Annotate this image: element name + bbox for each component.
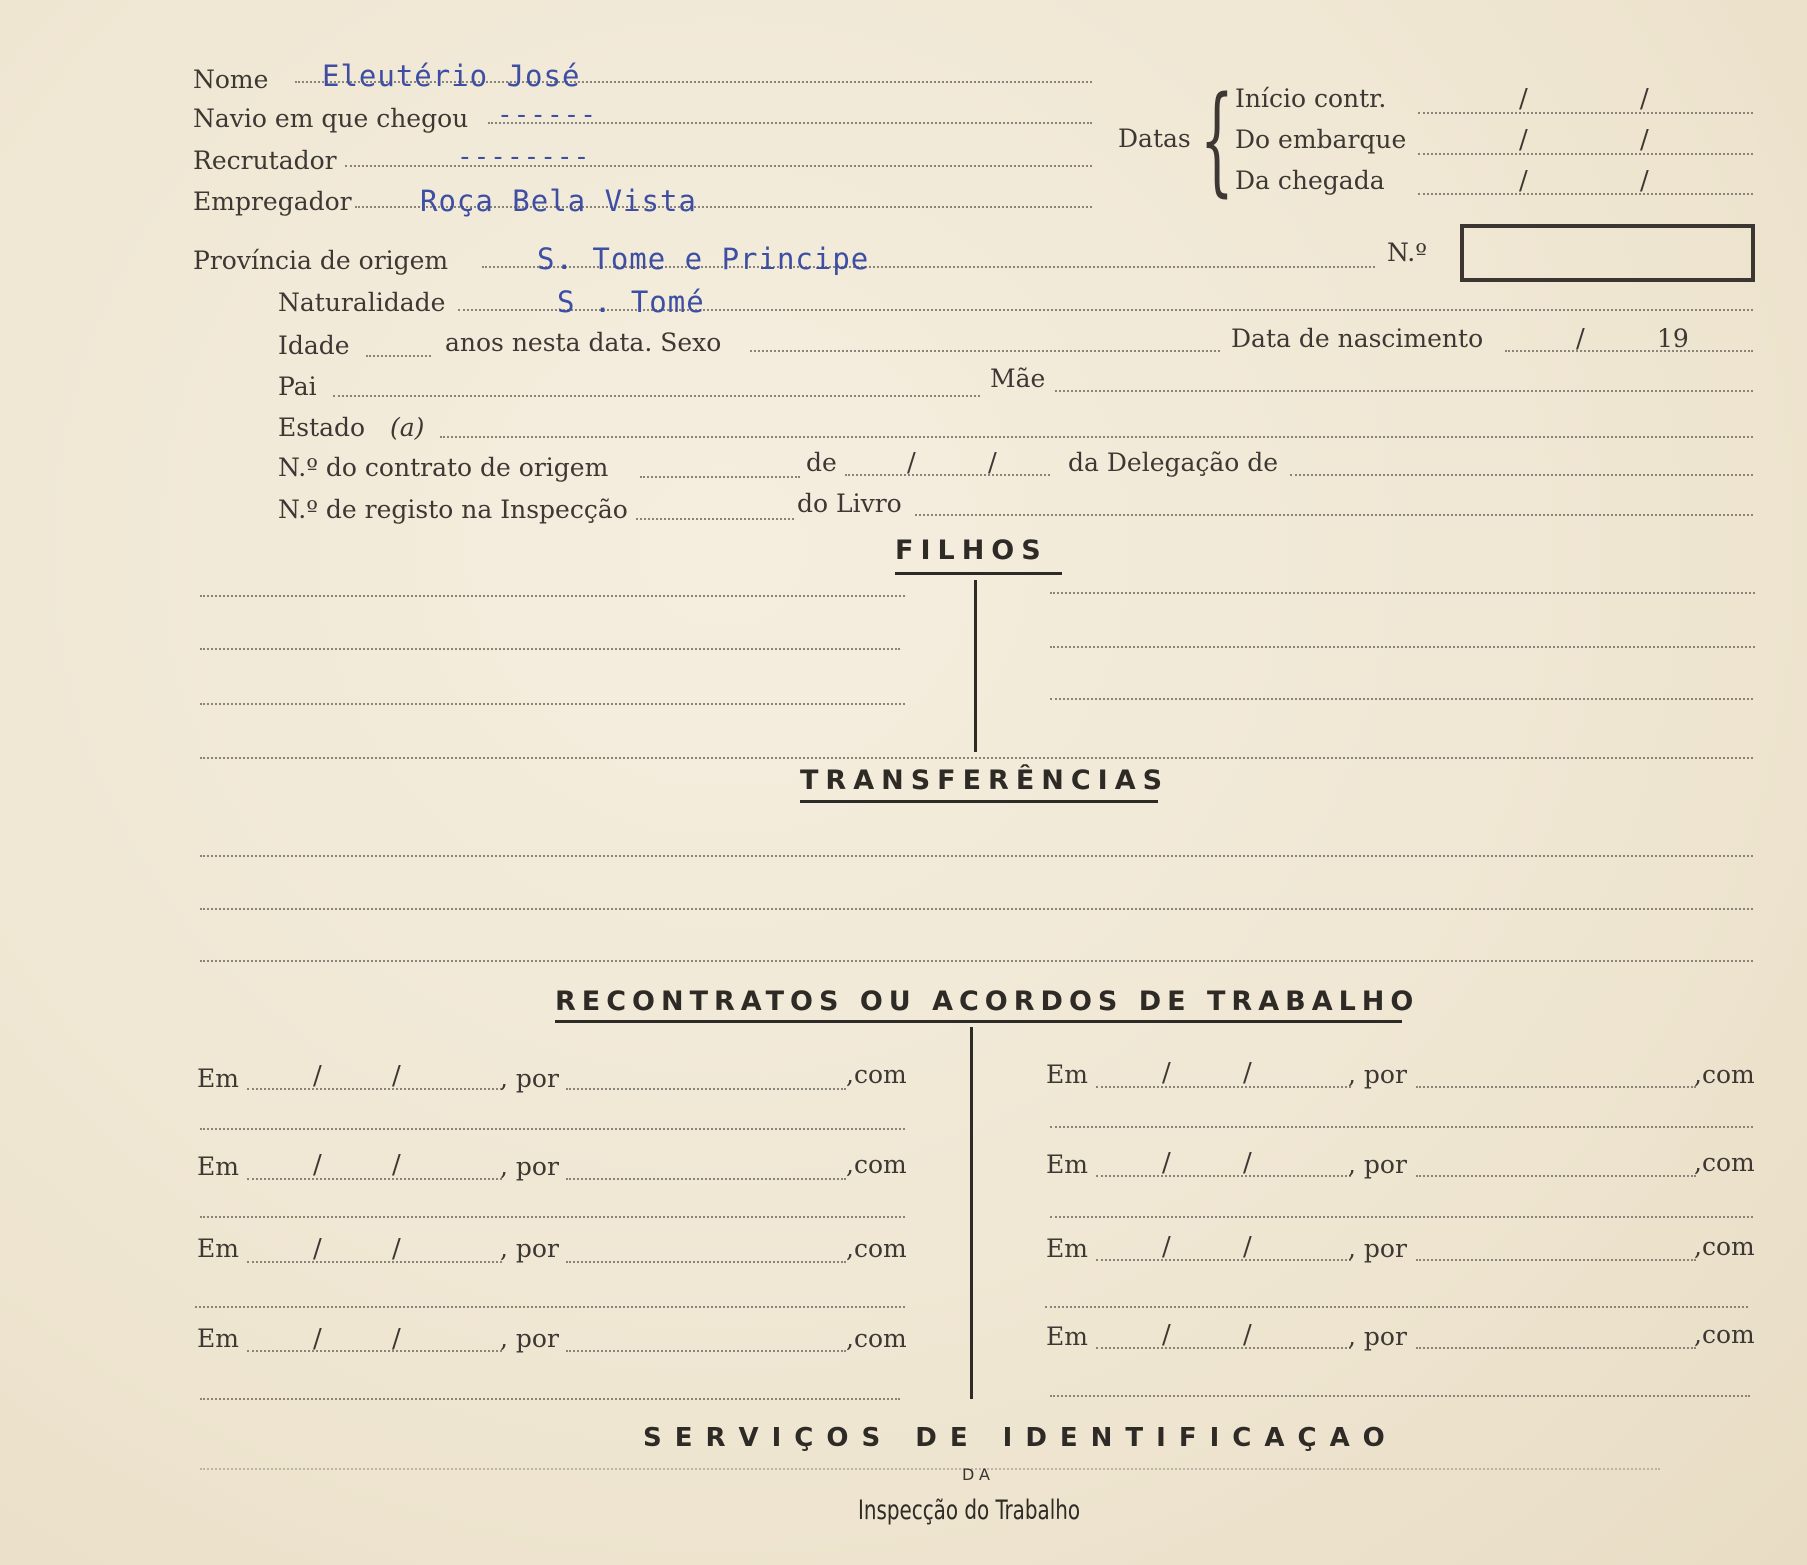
recontrato-left-4-com: ,com [846,1324,907,1353]
pai-label: Pai [278,372,317,401]
nome-value: Eleutério José [322,59,581,93]
recontrato-left-3-slash-1: / [313,1234,322,1264]
anos-sexo-label: anos nesta data. Sexo [445,328,722,357]
recontrato-left-1-date-line [247,1088,502,1090]
embarque-slash-1: / [1519,125,1528,155]
recontrato-right-2-line [1050,1216,1753,1218]
nascimento-line [1505,350,1753,352]
filhos-right-line-2 [1050,646,1755,648]
pai-line [333,395,980,397]
recontrato-right-4-date-line [1096,1347,1351,1349]
estado-line [440,436,1753,438]
estado-note: (a) [390,413,425,442]
delegacao-line [1290,474,1753,476]
contrato-de: de [806,448,837,477]
recontrato-right-3-por-line [1416,1259,1696,1261]
recontrato-right-1-slash-2: / [1243,1058,1252,1088]
recontrato-left-1-slash-2: / [392,1061,401,1091]
chegada-slash-1: / [1519,166,1528,196]
recontrato-left-1-line [200,1128,905,1130]
contrato-date-line [845,474,1050,476]
recontrato-left-4-por-line [566,1350,846,1352]
embarque-label: Do embarque [1235,125,1407,154]
footer-title: SERVIÇOS DE IDENTIFICAÇAO [643,1423,1398,1453]
mae-line [1055,390,1753,392]
sexo-line [750,350,1220,352]
recontrato-left-1-slash-1: / [313,1061,322,1091]
recontrato-right-1-em: Em [1046,1060,1088,1089]
filhos-underline [895,572,1062,575]
contrato-slash-2: / [988,448,997,478]
filhos-left-line-3 [200,703,905,705]
transferencias-title: TRANSFERÊNCIAS [800,765,1170,796]
recontrato-left-3-por-line [566,1261,846,1263]
inicio-contr-line [1418,112,1753,114]
recontrato-right-1-com: ,com [1694,1060,1755,1089]
recontrato-left-2-line [200,1216,905,1218]
filhos-divider [974,580,977,752]
recontrato-right-2-slash-2: / [1243,1148,1252,1178]
recontrato-right-1-slash-1: / [1162,1058,1171,1088]
naturalidade-label: Naturalidade [278,288,446,317]
recontrato-left-1-por-line [566,1088,846,1090]
recontratos-underline [555,1020,1402,1023]
recontrato-right-4-line [1050,1395,1750,1397]
chegada-label: Da chegada [1235,166,1385,195]
recontrato-left-2-por: , por [500,1152,559,1181]
recontrato-right-4-com: ,com [1694,1320,1755,1349]
recontrato-right-4-slash-1: / [1162,1320,1171,1350]
recontrato-left-2-date-line [247,1178,502,1180]
provincia-value: S. Tome e Principe [537,242,870,276]
recontrato-right-4-slash-2: / [1243,1320,1252,1350]
chegada-line [1418,193,1753,195]
recontrato-right-4-por: , por [1348,1322,1407,1351]
footer-inspeccao: Inspecção do Trabalho [858,1495,1081,1526]
recontrato-left-2-com: ,com [846,1150,907,1179]
chegada-slash-2: / [1640,166,1649,196]
recontrato-right-2-com: ,com [1694,1148,1755,1177]
recontrato-left-1-com: ,com [846,1060,907,1089]
idade-line [366,355,431,357]
filhos-left-line-1 [200,595,905,597]
recontrato-right-2-slash-1: / [1162,1148,1171,1178]
recontrato-left-3-slash-2: / [392,1234,401,1264]
filhos-right-line-1 [1050,592,1755,594]
recontrato-left-2-slash-2: / [392,1150,401,1180]
recontrato-right-2-por-line [1416,1175,1696,1177]
footer-faint-line [200,1468,1660,1470]
recontrato-right-3-slash-2: / [1243,1232,1252,1262]
inicio-contr-slash-1: / [1519,84,1528,114]
footer-da: DA [962,1465,995,1484]
contrato-slash-1: / [907,448,916,478]
recontrato-right-3-por: , por [1348,1234,1407,1263]
idade-label: Idade [278,331,350,360]
recontrato-left-3-com: ,com [846,1234,907,1263]
recontrato-left-4-slash-1: / [313,1324,322,1354]
recrutador-value: -------- [457,142,591,172]
recontrato-right-3-slash-1: / [1162,1232,1171,1262]
transferencias-line-1 [200,855,1753,857]
recontrato-right-3-line [1045,1306,1748,1308]
inicio-contr-slash-2: / [1640,84,1649,114]
datas-label: Datas [1118,124,1191,153]
recontrato-left-2-slash-1: / [313,1150,322,1180]
recontrato-left-3-date-line [247,1261,502,1263]
filhos-title: FILHOS [895,535,1048,566]
recontrato-right-2-em: Em [1046,1150,1088,1179]
contrato-line [640,476,800,478]
recontrato-left-2-em: Em [197,1152,239,1181]
recontratos-title: RECONTRATOS OU ACORDOS DE TRABALHO [555,986,1420,1017]
nascimento-slash: / [1576,324,1585,354]
provincia-label: Província de origem [193,246,449,275]
registo-label: N.º de registo na Inspecção [278,495,628,524]
recrutador-label: Recrutador [193,146,337,175]
navio-label: Navio em que chegou [193,104,469,133]
empregador-value: Roça Bela Vista [420,184,697,218]
recontrato-right-4-em: Em [1046,1322,1088,1351]
recontrato-left-1-em: Em [197,1064,239,1093]
recontrato-right-3-com: ,com [1694,1232,1755,1261]
recontrato-right-2-por: , por [1348,1150,1407,1179]
naturalidade-value: S . Tomé [557,285,705,319]
inicio-contr-label: Início contr. [1235,84,1387,113]
recontrato-right-1-por: , por [1348,1060,1407,1089]
recontrato-left-3-em: Em [197,1234,239,1263]
estado-label: Estado [278,413,366,442]
recontrato-left-2-por-line [566,1178,846,1180]
numero-label: N.º [1387,238,1427,267]
transferencias-underline [800,800,1158,803]
recontrato-right-3-date-line [1096,1259,1351,1261]
recontrato-left-4-date-line [247,1350,502,1352]
filhos-left-line-2 [200,648,900,650]
delegacao-label: da Delegação de [1068,448,1279,477]
recontrato-left-3-por: , por [500,1234,559,1263]
recontrato-left-4-por: , por [500,1324,559,1353]
contrato-label: N.º do contrato de origem [278,453,609,482]
recontrato-left-4-slash-2: / [392,1324,401,1354]
recontrato-left-4-line [200,1398,900,1400]
embarque-slash-2: / [1640,125,1649,155]
recontrato-left-1-por: , por [500,1064,559,1093]
numero-box [1460,224,1755,282]
recontrato-right-1-por-line [1416,1086,1696,1088]
recontratos-divider [970,1027,973,1399]
registo-line [636,518,794,520]
livro-line [915,514,1753,516]
nome-label: Nome [193,65,269,94]
livro-label: do Livro [797,489,902,518]
recontrato-right-1-date-line [1096,1086,1351,1088]
empregador-label: Empregador [193,187,352,216]
recontrato-right-3-em: Em [1046,1234,1088,1263]
filhos-right-line-3 [1050,698,1753,700]
recontrato-right-1-line [1050,1126,1753,1128]
transferencias-line-2 [200,908,1753,910]
datas-brace: { [1200,70,1234,208]
transferencias-line-3 [200,960,1753,962]
nascimento-label: Data de nascimento [1231,324,1484,353]
filhos-bottom-line [200,757,1753,759]
navio-value: ------ [497,100,597,130]
recontrato-right-2-date-line [1096,1175,1351,1177]
embarque-line [1418,153,1753,155]
recontrato-left-4-em: Em [197,1324,239,1353]
nascimento-year: 19 [1657,324,1689,353]
mae-label: Mãe [990,364,1046,393]
recontrato-right-4-por-line [1416,1347,1696,1349]
recontrato-left-3-line [195,1306,905,1308]
